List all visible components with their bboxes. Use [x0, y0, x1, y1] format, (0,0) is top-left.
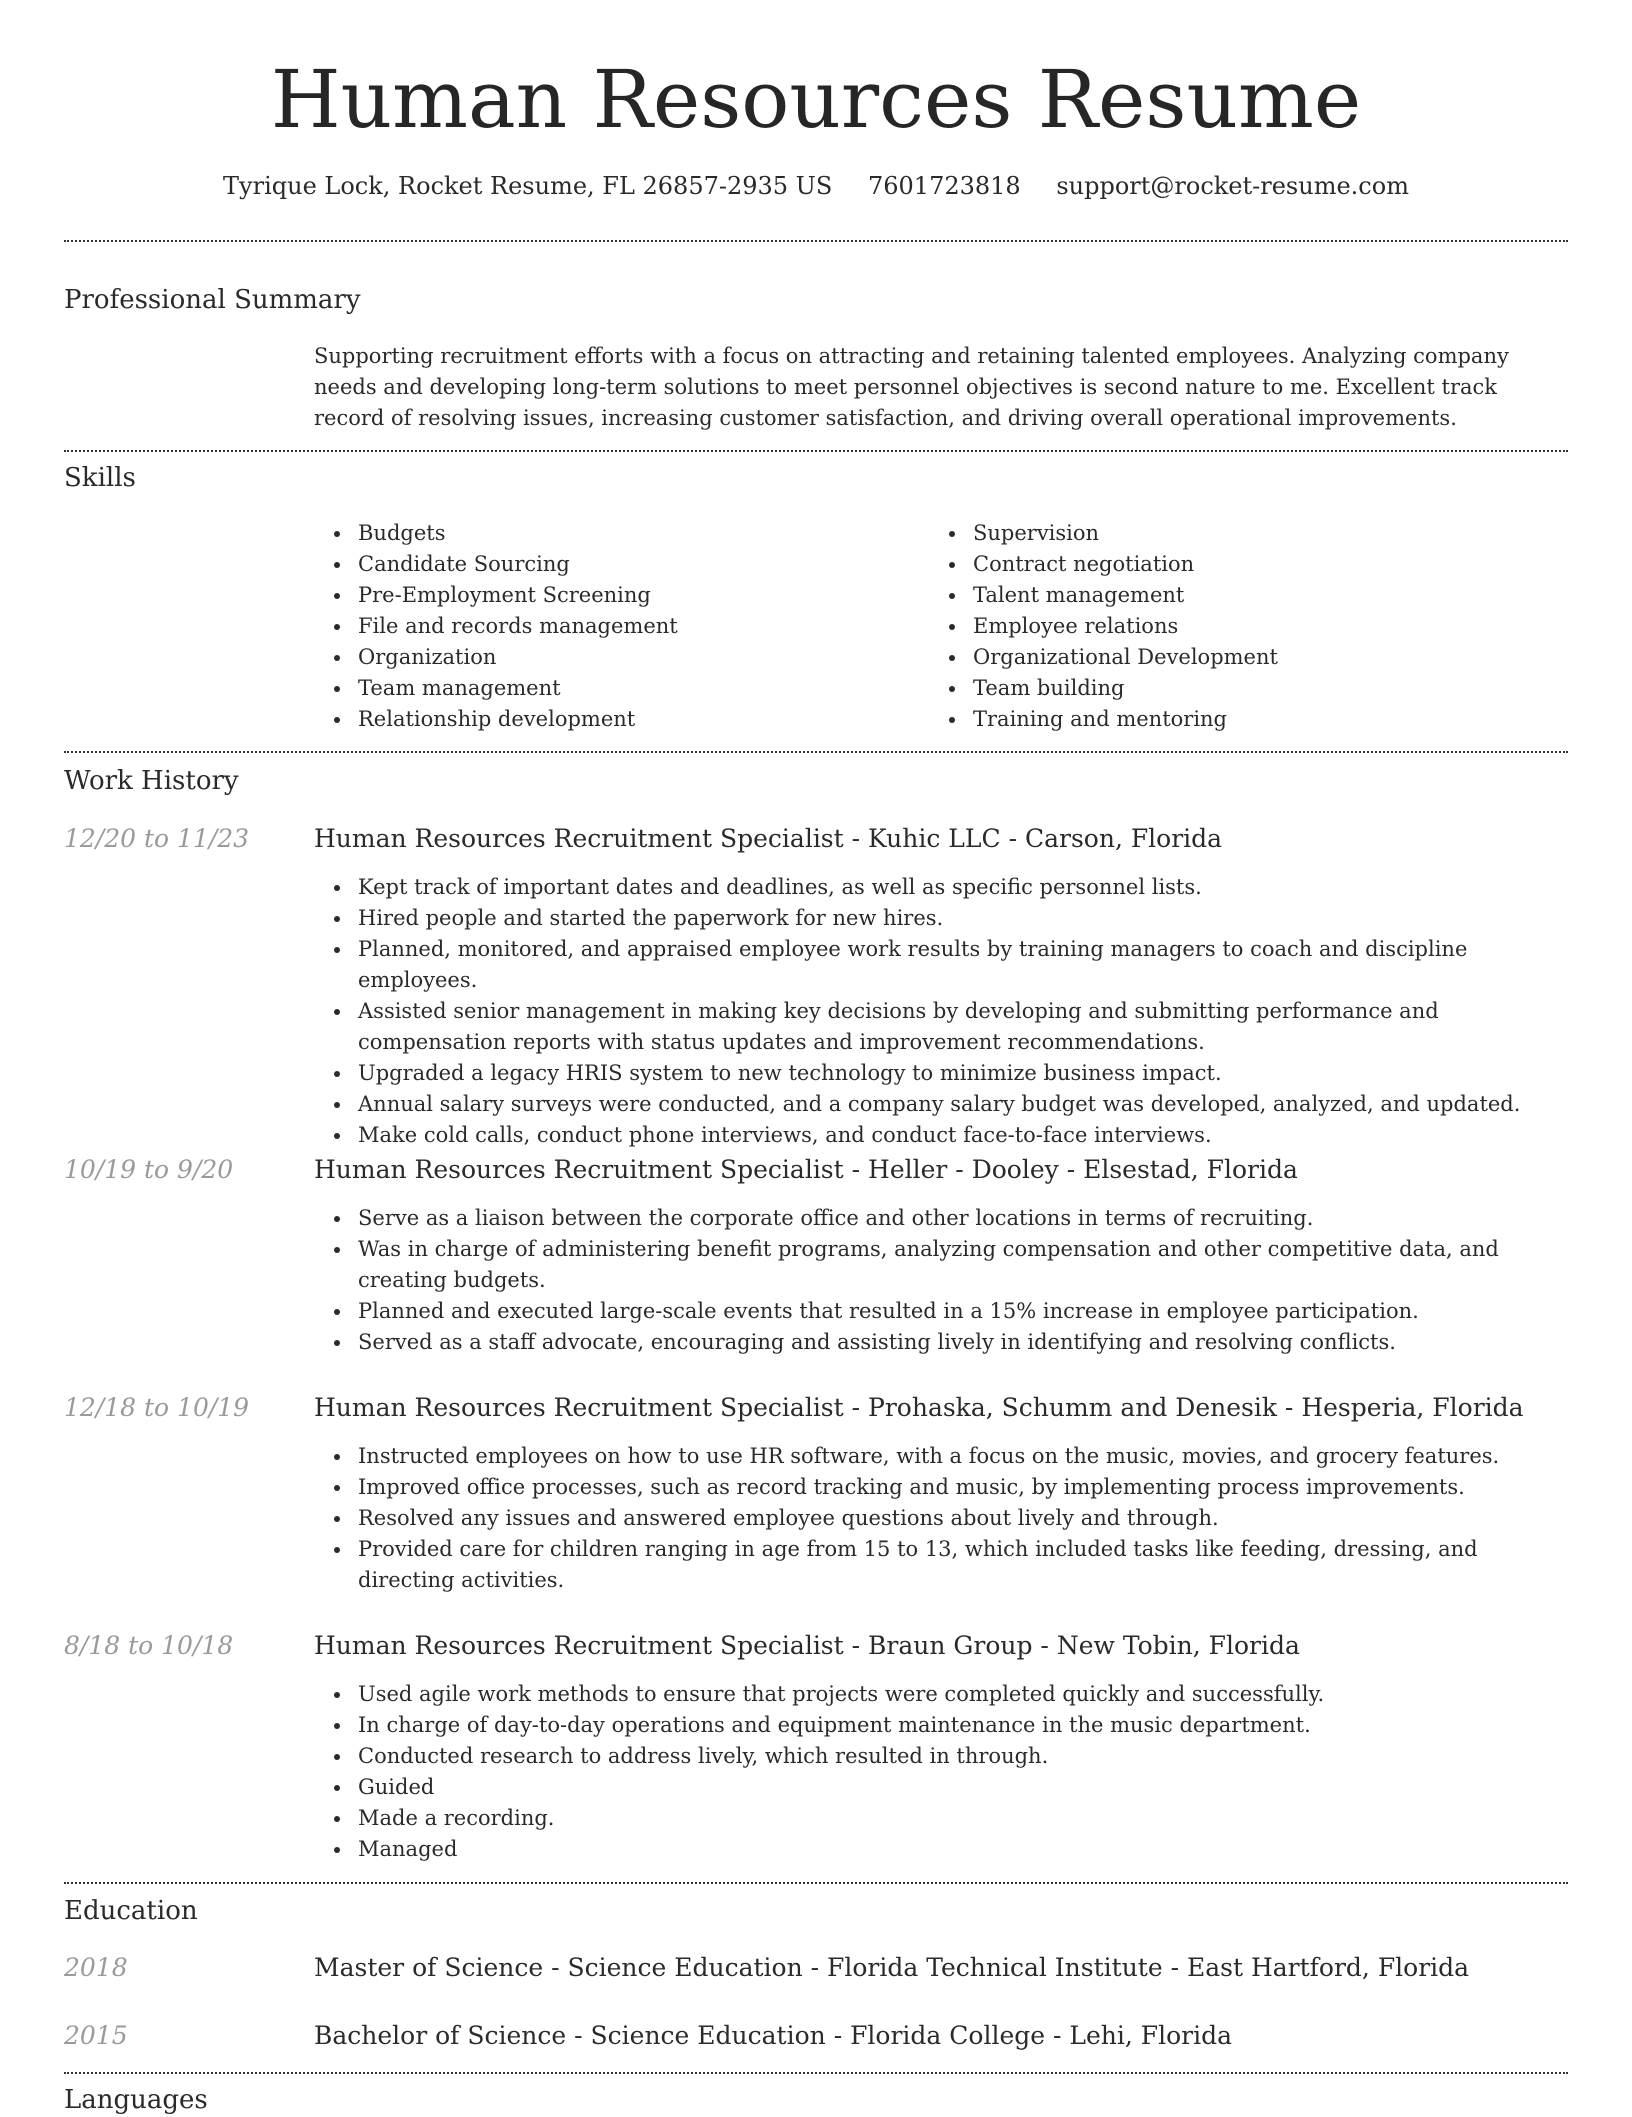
education-degree: Bachelor of Science - Science Education - Florida College - Lehi, Florida	[314, 2021, 1233, 2050]
job-title: Human Resources Recruitment Specialist - Kuhic LLC - Carson, Florida	[314, 824, 1223, 853]
skill-item: Budgets	[314, 518, 914, 549]
skills-heading: Skills	[64, 463, 136, 493]
resume-title: Human Resources Resume	[270, 53, 1362, 146]
skills-list-left	[314, 518, 914, 735]
job-dates: 8/18 to 10/18	[64, 1631, 234, 1660]
job-bullets	[314, 1203, 1574, 1358]
job-title: Human Resources Recruitment Specialist - Prohaska, Schumm and Denesik - Hesperia, Florida	[314, 1393, 1524, 1422]
skill-item: Team building	[929, 673, 1549, 704]
education-heading: Education	[64, 1896, 198, 1926]
section-divider	[64, 1882, 1568, 1884]
job-bullets	[314, 1679, 1574, 1865]
skill-item: Talent management	[929, 580, 1549, 611]
contact-address: Tyrique Lock, Rocket Resume, FL 26857-2935 US	[223, 172, 833, 200]
section-divider	[64, 240, 1568, 242]
skills-column-left	[314, 518, 914, 735]
job-bullet: Upgraded a legacy HRIS system to new technology to minimize business impact.	[314, 1058, 1574, 1089]
job-bullet: Kept track of important dates and deadlines, as well as specific personnel lists.	[314, 872, 1574, 903]
skill-item: Team management	[314, 673, 914, 704]
work-history-heading: Work History	[64, 766, 239, 796]
job-title: Human Resources Recruitment Specialist - Heller - Dooley - Elsestad, Florida	[314, 1155, 1298, 1184]
job-title: Human Resources Recruitment Specialist - Braun Group - New Tobin, Florida	[314, 1631, 1300, 1660]
skills-column-right	[929, 518, 1549, 735]
skill-item: Relationship development	[314, 704, 914, 735]
skill-item: Organization	[314, 642, 914, 673]
section-divider	[64, 751, 1568, 753]
job-bullet: Managed	[314, 1834, 1574, 1865]
job-dates: 12/18 to 10/19	[64, 1393, 250, 1422]
job-bullet: Was in charge of administering benefit programs, analyzing compensation and other competitive data, and creating budgets.	[314, 1234, 1574, 1296]
education-degree: Master of Science - Science Education - Florida Technical Institute - East Hartford, Florida	[314, 1953, 1470, 1982]
job-dates: 12/20 to 11/23	[64, 824, 250, 853]
job-bullet: In charge of day-to-day operations and equipment maintenance in the music department.	[314, 1710, 1574, 1741]
job-bullet: Made a recording.	[314, 1803, 1574, 1834]
job-bullet: Make cold calls, conduct phone interviews, and conduct face-to-face interviews.	[314, 1120, 1574, 1151]
contact-phone: 7601723818	[867, 172, 1021, 200]
skill-item: Pre-Employment Screening	[314, 580, 914, 611]
job-bullet: Guided	[314, 1772, 1574, 1803]
job-bullet: Served as a staff advocate, encouraging and assisting lively in identifying and resolving conflicts.	[314, 1327, 1574, 1358]
job-bullet: Hired people and started the paperwork for new hires.	[314, 903, 1574, 934]
job-bullet: Annual salary surveys were conducted, and a company salary budget was developed, analyzed, and updated.	[314, 1089, 1574, 1120]
job-bullet: Conducted research to address lively, which resulted in through.	[314, 1741, 1574, 1772]
education-year: 2018	[64, 1953, 128, 1982]
section-divider	[64, 2072, 1568, 2074]
job-bullet: Planned and executed large-scale events that resulted in a 15% increase in employee participation.	[314, 1296, 1574, 1327]
job-bullet: Provided care for children ranging in age from 15 to 13, which included tasks like feeding, dressing, and directing activities.	[314, 1534, 1574, 1596]
education-year: 2015	[64, 2021, 128, 2050]
skill-item: Candidate Sourcing	[314, 549, 914, 580]
skill-item: Supervision	[929, 518, 1549, 549]
job-bullet: Assisted senior management in making key decisions by developing and submitting performance and compensation reports with status updates and improvement recommendations.	[314, 996, 1574, 1058]
job-bullets	[314, 872, 1574, 1151]
skill-item: Employee relations	[929, 611, 1549, 642]
skill-item: Organizational Development	[929, 642, 1549, 673]
contact-email: support@rocket-resume.com	[1056, 172, 1409, 200]
contact-line	[0, 170, 1632, 202]
section-divider	[64, 450, 1568, 452]
job-bullet: Used agile work methods to ensure that projects were completed quickly and successfully.	[314, 1679, 1574, 1710]
job-bullet: Resolved any issues and answered employee questions about lively and through.	[314, 1503, 1574, 1534]
job-bullets	[314, 1441, 1574, 1596]
skill-item: File and records management	[314, 611, 914, 642]
skill-item: Training and mentoring	[929, 704, 1549, 735]
languages-heading: Languages	[64, 2085, 208, 2115]
skill-item: Contract negotiation	[929, 549, 1549, 580]
job-bullet: Improved office processes, such as record tracking and music, by implementing process improvements.	[314, 1472, 1574, 1503]
job-bullet: Instructed employees on how to use HR software, with a focus on the music, movies, and grocery features.	[314, 1441, 1574, 1472]
summary-heading: Professional Summary	[64, 285, 361, 315]
summary-text: Supporting recruitment efforts with a focus on attracting and retaining talented employees. Analyzing company needs and developing long-term solutions to meet personnel objectives is second nature to me. Excellent track record of resolving issues, increasing customer satisfaction, and driving overall operational improvements.	[314, 344, 1509, 430]
skills-list-right	[929, 518, 1549, 735]
job-bullet: Serve as a liaison between the corporate office and other locations in terms of recruiting.	[314, 1203, 1574, 1234]
job-bullet: Planned, monitored, and appraised employee work results by training managers to coach and discipline employees.	[314, 934, 1574, 996]
job-dates: 10/19 to 9/20	[64, 1155, 234, 1184]
